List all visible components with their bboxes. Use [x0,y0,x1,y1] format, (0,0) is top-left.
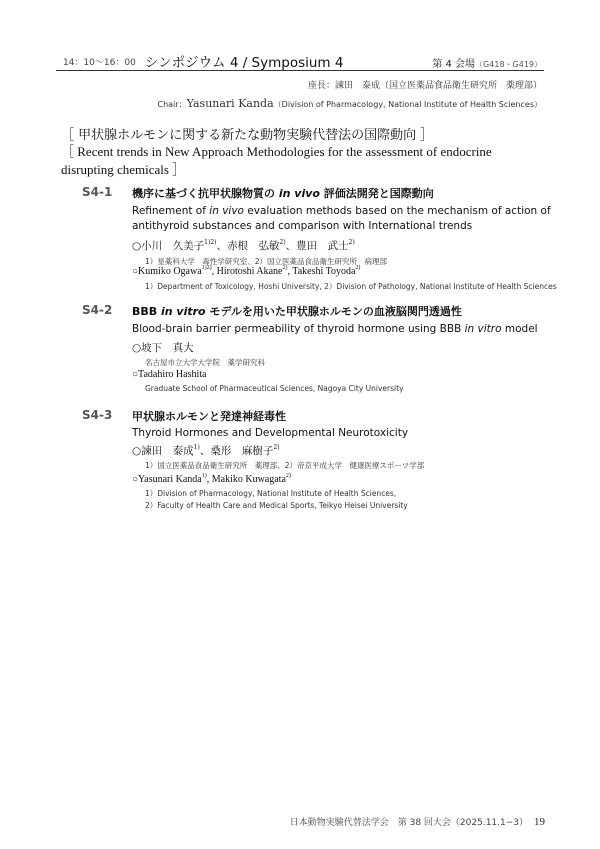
title-italic: in vitro [160,305,206,318]
author-name: , Makiko Kuwagata [206,474,286,485]
title-part: model [501,323,538,335]
affiliation-en: Graduate School of Pharmaceutical Sciences, Nagoya City University [145,384,404,393]
authors-jp [132,340,194,355]
title-part: Refinement of [132,205,210,217]
author-name: ○諫田 泰成 [132,445,194,457]
header-rule [56,70,544,71]
authors-jp [132,238,355,253]
page-number: 19 [534,816,545,828]
title-italic: in vitro [464,323,502,335]
author-name: ○小川 久美子 [132,240,205,252]
author-name: , Takeshi Toyoda [287,266,356,277]
room-name: 第 4 会場 [432,59,476,70]
chair-en [158,97,543,110]
affiliation-en: 1）Department of Toxicology, Hoshi University, 2）Division of Pathology, National Institute of Health Sciences [145,282,557,291]
title-part: Blood-brain barrier permeability of thyroid hormone using BBB [132,323,465,335]
chair-en-name: Yasunari Kanda [186,97,274,110]
talk-title-jp: 甲状腺ホルモンと発達神経毒性 [132,410,286,423]
talk-title-jp [132,303,462,319]
author-sup: 1)2) [204,239,217,246]
author-sup: 2) [279,239,286,246]
affiliation-en-line1: 1）Division of Pharmacology, National Institute of Health Sciences, [145,489,397,498]
affiliation-en-line2: 2）Faculty of Health Care and Medical Sports, Teikyo Heisei University [145,501,408,510]
authors-en [132,473,291,485]
author-name: 、桑形 麻樹子 [199,445,274,457]
title-part: モデルを用いた甲状腺ホルモンの血液脳関門透過性 [205,305,462,318]
author-sup: 1)2) [201,265,212,271]
author-sup: 1) [193,444,200,451]
author-name: ○坡下 真大 [132,342,194,354]
room-detail: （G418・G419） [475,60,542,69]
chair-en-prefix: Chair： [157,100,187,109]
talk-number: S4-2 [82,303,113,317]
talk-title-en [132,204,552,234]
title-part: BBB [132,305,161,318]
authors-en [132,369,206,380]
title-italic: in vivo [209,205,244,217]
affiliation-jp: 1）国立医薬品食品衛生研究所 薬理部、2）帝京平成大学 健康医療スポーツ学部 [145,461,425,470]
author-sup: 2) [282,265,288,271]
author-sup: 2) [273,444,280,451]
title-italic: in vivo [278,187,320,200]
author-sup: 2) [355,265,361,271]
authors-en [132,265,360,277]
symposium-title: シンポジウム 4 / Symposium 4 [145,55,344,71]
footer-text: 日本動物実験代替法学会 第 38 回大会（2025.11.1−3） [289,818,528,828]
author-name: ○Tadahiro Hashita [132,369,207,380]
author-sup: 2) [348,239,355,246]
author-name: ○Yasunari Kanda [132,474,202,485]
author-name: ○Kumiko Ogawa [132,266,202,277]
room-info [432,55,542,70]
author-sup: 2) [285,473,291,479]
talk-title-en [132,322,538,336]
session-title-en: ［ Recent trends in New Approach Methodologies for the assessment of endocrine disrupting chemicals ］ [61,144,492,177]
author-name: 、豊田 武士 [285,240,349,252]
talk-number: S4-3 [82,408,113,422]
title-part: 機序に基づく抗甲状腺物質の [132,187,279,200]
chair-en-affil: （Division of Pharmacology, National Institute of Health Sciences） [273,100,542,109]
title-part: evaluation methods based on the mechanism of action of antithyroid substances and comparison with International trends [132,205,551,232]
footer [290,815,545,828]
session-time: 14：10～16：00 [63,58,136,68]
talk-title-jp [132,185,434,201]
author-name: , Hirotoshi Akane [211,266,283,277]
affiliation-jp: 1）星薬科大学 毒性学研究室、2）国立医薬品食品衛生研究所 病理部 [145,257,388,266]
authors-jp [132,443,280,458]
talk-title-en: Thyroid Hormones and Developmental Neurotoxicity [132,427,409,439]
session-title-jp: ［ 甲状腺ホルモンに関する新たな動物実験代替法の国際動向 ］ [61,128,434,143]
author-sup: 1) [201,473,207,479]
chair-jp: 座長：諫田 泰成（国立医薬品食品衛生研究所 薬理部） [307,81,542,91]
author-name: 、赤根 弘敏 [216,240,280,252]
talk-number: S4-1 [82,185,113,199]
affiliation-jp: 名古屋市立大学大学院 薬学研究科 [145,358,265,367]
title-part: 評価法開発と国際動向 [319,187,434,200]
